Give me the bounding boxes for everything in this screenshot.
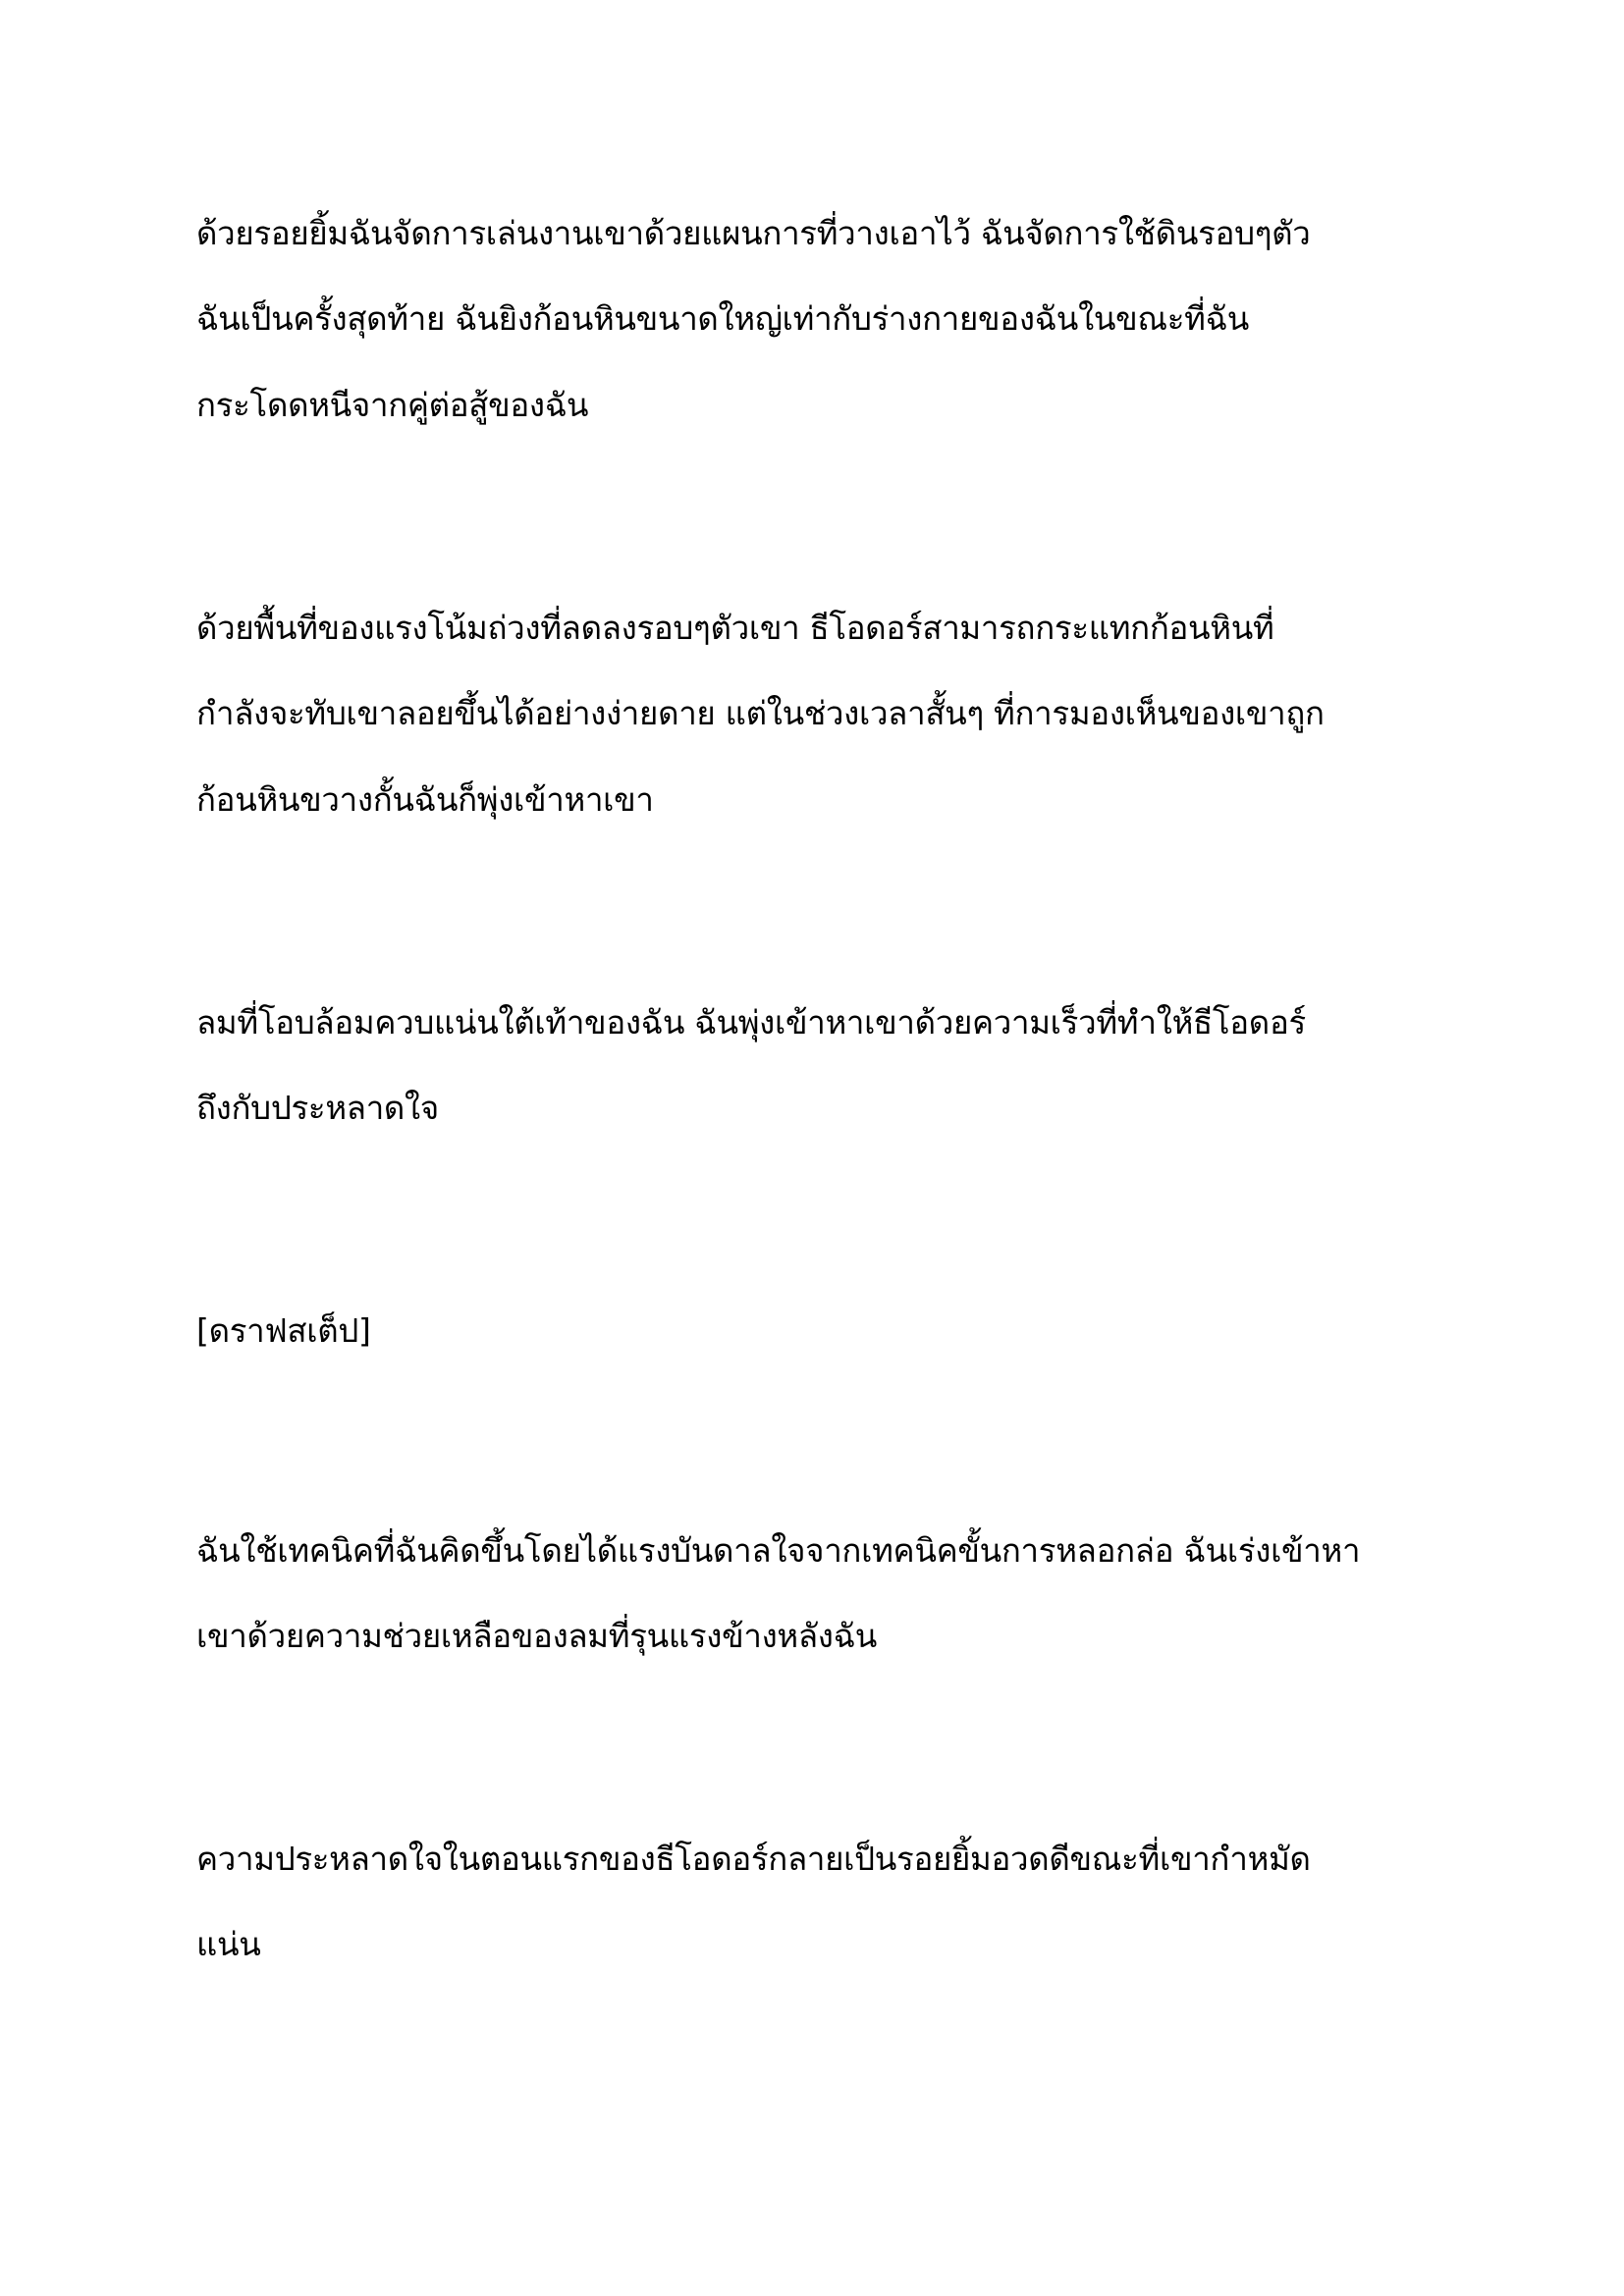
text-line: ถึงกับประหลาดใจ xyxy=(196,1089,439,1127)
text-line: แน่น xyxy=(196,1925,261,1963)
text-line: เขาด้วยความช่วยเหลือของลมที่รุนแรงข้างหลังฉัน xyxy=(196,1617,878,1655)
text-line: ฉันเป็นครั้งสุดท้าย ฉันยิงก้อนหินขนาดใหญ่เท่ากับร่างกายของฉันในขณะที่ฉัน xyxy=(196,299,1250,338)
text-line: กระโดดหนีจากคู่ต่อสู้ของฉัน xyxy=(196,386,589,424)
text-line: ด้วยรอยยิ้มฉันจัดการเล่นงานเขาด้วยแผนการที่วางเอาไว้ ฉันจัดการใช้ดินรอบๆตัว xyxy=(196,214,1311,252)
text-line: ด้วยพื้นที่ของแรงโน้มถ่วงที่ลดลงรอบๆตัวเขา ธีโอดอร์สามารถกระแทกก้อนหินที่ xyxy=(196,609,1274,647)
text-line: ก้อนหินขวางกั้นฉันก็พุ่งเข้าหาเขา xyxy=(196,780,654,819)
text-line: ความประหลาดใจในตอนแรกของธีโอดอร์กลายเป็นรอยยิ้มอวดดีขณะที่เขากำหมัด xyxy=(196,1840,1311,1878)
text-line: กำลังจะทับเขาลอยขึ้นได้อย่างง่ายดาย แต่ในช่วงเวลาสั้นๆ ที่การมองเห็นของเขาถูก xyxy=(196,694,1325,732)
text-line: ลมที่โอบล้อมควบแน่นใต้เท้าของฉัน ฉันพุ่งเข้าหาเขาด้วยความเร็วที่ทำให้ธีโอดอร์ xyxy=(196,1003,1306,1041)
text-line: [ดราฟสเต็ป] xyxy=(196,1311,371,1350)
text-line: ฉันใช้เทคนิคที่ฉันคิดขึ้นโดยได้แรงบันดาลใจจากเทคนิคขั้นการหลอกล่อ ฉันเร่งเข้าหา xyxy=(196,1531,1361,1570)
